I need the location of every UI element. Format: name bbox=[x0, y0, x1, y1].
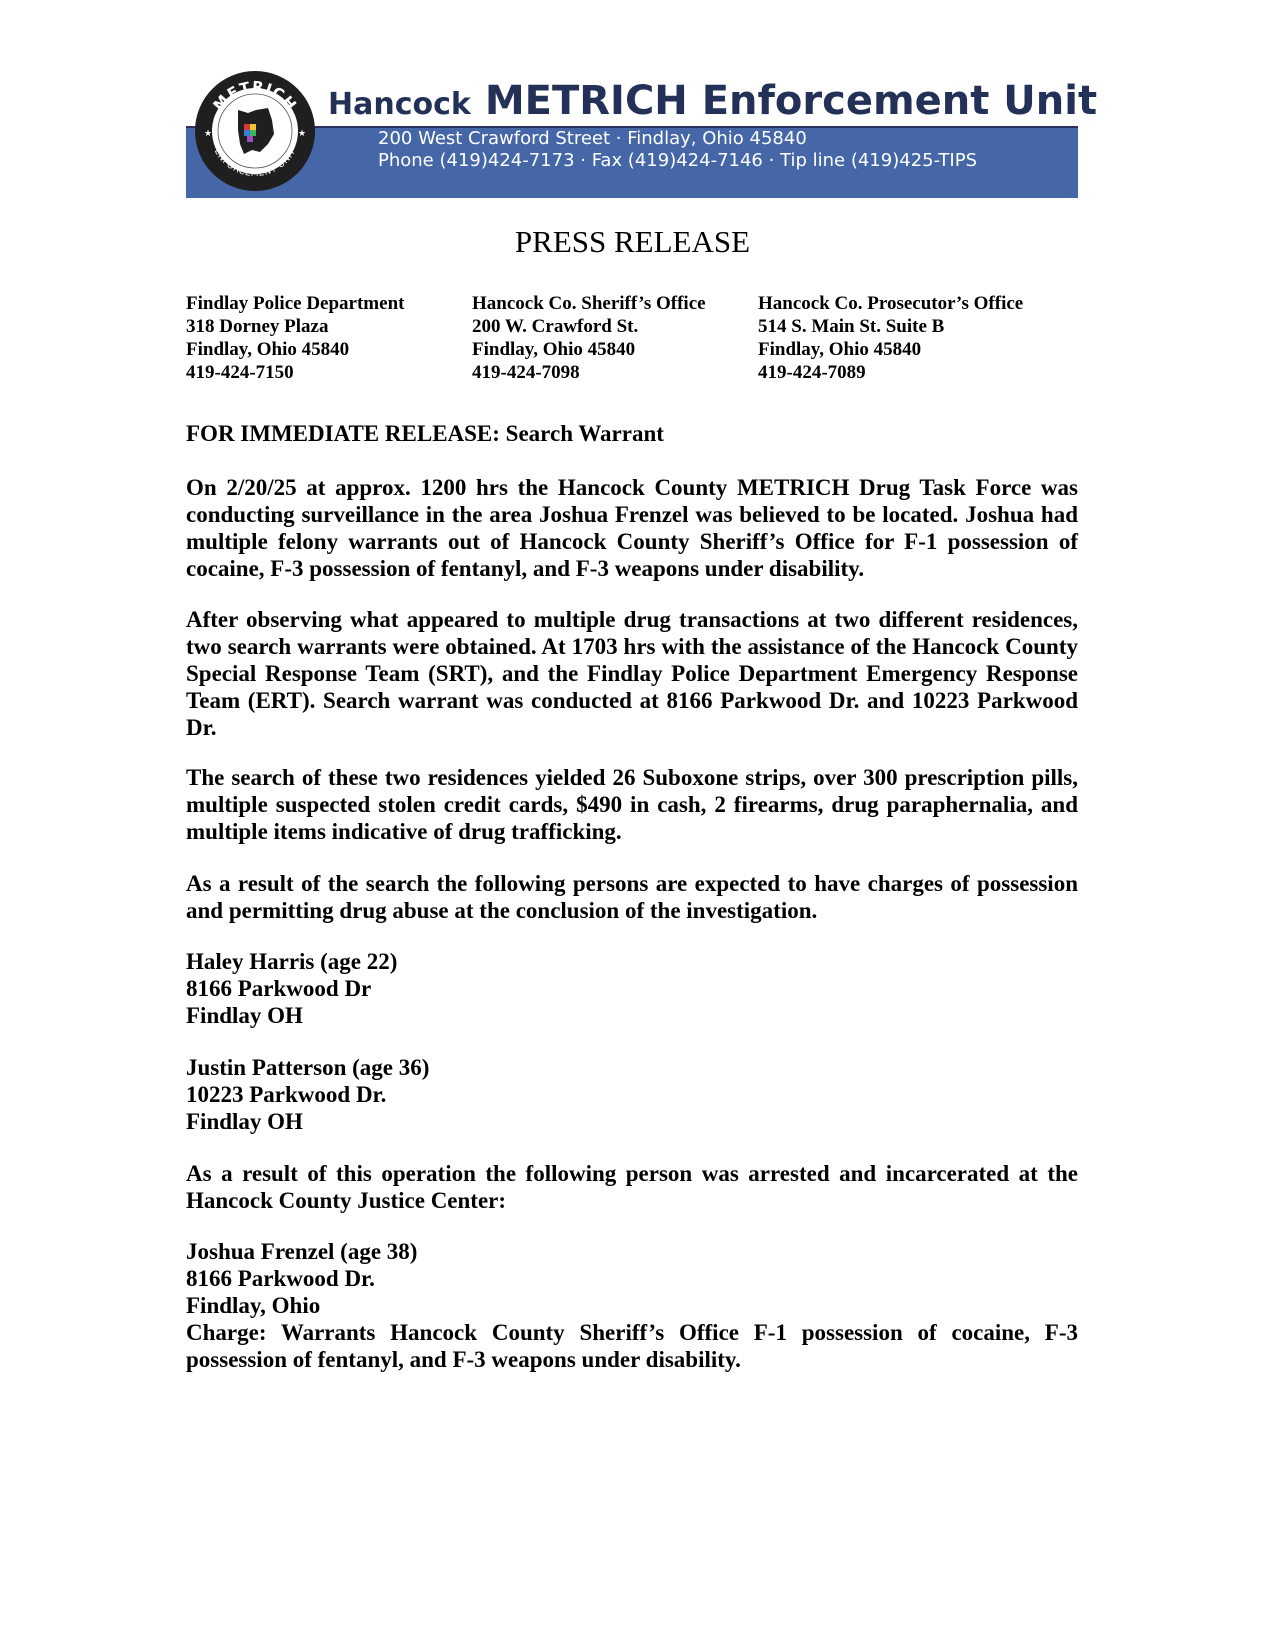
paragraph-surveillance: On 2/20/25 at approx. 1200 hrs the Hancock County METRICH Drug Task Force was conducting surveillance in the area Joshua Frenzel was believed to be located. Joshua had multiple felony warrants out of Hancock County Sheriff’s Office for F-1 possession of cocaine, F-3 possession of fentanyl, and F-3 weapons under disability. bbox=[186, 475, 1078, 581]
contact-city: Findlay, Ohio 45840 bbox=[758, 339, 922, 360]
contact-city: Findlay, Ohio 45840 bbox=[186, 339, 350, 360]
contact-name: Hancock Co. Sheriff’s Office bbox=[472, 293, 706, 314]
contact-street: 514 S. Main St. Suite B bbox=[758, 316, 945, 337]
contact-block bbox=[758, 292, 1023, 384]
person-name: Haley Harris (age 22) bbox=[186, 949, 398, 974]
organization-name bbox=[328, 78, 1097, 124]
person-address: 8166 Parkwood Dr bbox=[186, 976, 372, 1001]
org-title: METRICH Enforcement Unit bbox=[484, 78, 1098, 124]
contact-street: 200 W. Crawford St. bbox=[472, 316, 639, 337]
document-title: PRESS RELEASE bbox=[514, 224, 751, 259]
contact-street: 318 Dorney Plaza bbox=[186, 316, 329, 337]
arrested-charge: Charge: Warrants Hancock County Sheriff’s Office F-1 possession of cocaine, F-3 possession of fentanyl, and F-3 weapons under disability. bbox=[186, 1320, 1078, 1372]
contact-phone: 419-424-7098 bbox=[472, 362, 580, 383]
org-prefix: Hancock bbox=[328, 87, 471, 122]
arrested-address: 8166 Parkwood Dr. bbox=[186, 1266, 375, 1291]
contact-name: Findlay Police Department bbox=[186, 293, 405, 314]
person-block bbox=[186, 1054, 1078, 1135]
letterhead-address: 200 West Crawford Street · Findlay, Ohio 45840 bbox=[378, 128, 807, 149]
person-block bbox=[186, 948, 1078, 1029]
letterhead-contact-line: Phone (419)424-7173 · Fax (419)424-7146 · Tip line (419)425-TIPS bbox=[378, 150, 978, 171]
contact-city: Findlay, Ohio 45840 bbox=[472, 339, 636, 360]
metrich-seal-logo bbox=[194, 70, 316, 192]
paragraph-search-warrants: After observing what appeared to multiple drug transactions at two different residences, two search warrants were obtained. At 1703 hrs with the assistance of the Hancock County Special Response Team (SRT), and the Findlay Police Department Emergency Response Team (ERT). Search warrant was conducted at 8166 Parkwood Dr. and 10223 Parkwood Dr. bbox=[186, 607, 1078, 740]
arrested-person-block bbox=[186, 1238, 1078, 1373]
contact-block bbox=[186, 292, 404, 384]
contact-phone: 419-424-7150 bbox=[186, 362, 294, 383]
seal-bottom-text: ENFORCEMENT UNIT bbox=[211, 147, 299, 180]
paragraph-expected-charges: As a result of the search the following persons are expected to have charges of possession and permitting drug abuse at the conclusion of the investigation. bbox=[186, 871, 1078, 923]
letterhead bbox=[186, 70, 1098, 198]
arrested-city: Findlay, Ohio bbox=[186, 1293, 321, 1318]
person-city: Findlay OH bbox=[186, 1003, 303, 1028]
contact-phone: 419-424-7089 bbox=[758, 362, 866, 383]
seal-star-right-icon: ★ bbox=[298, 128, 307, 138]
arrested-name: Joshua Frenzel (age 38) bbox=[186, 1239, 418, 1264]
seal-top-text: METRICH bbox=[209, 77, 301, 115]
seal-star-left-icon: ★ bbox=[204, 128, 213, 138]
person-name: Justin Patterson (age 36) bbox=[186, 1055, 430, 1080]
contact-name: Hancock Co. Prosecutor’s Office bbox=[758, 293, 1024, 314]
paragraph-arrest-intro: As a result of this operation the following person was arrested and incarcerated at the Hancock County Justice Center: bbox=[186, 1161, 1078, 1213]
person-address: 10223 Parkwood Dr. bbox=[186, 1082, 387, 1107]
paragraph-search-results: The search of these two residences yielded 26 Suboxone strips, over 300 prescription pills, multiple suspected stolen credit cards, $490 in cash, 2 firearms, drug paraphernalia, and multiple items indicative of drug trafficking. bbox=[186, 765, 1078, 844]
person-city: Findlay OH bbox=[186, 1109, 303, 1134]
release-heading: FOR IMMEDIATE RELEASE: Search Warrant bbox=[186, 421, 664, 446]
contact-block bbox=[472, 292, 706, 384]
